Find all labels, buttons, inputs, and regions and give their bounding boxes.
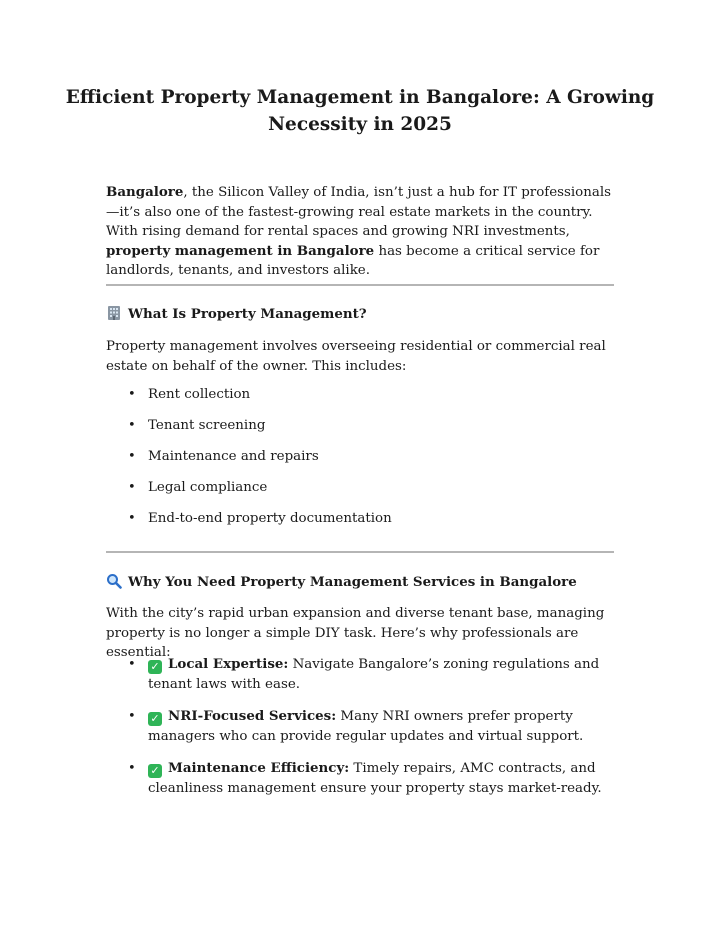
bullet: • bbox=[128, 761, 136, 776]
benefit-text: Many NRI owners prefer property managers who can provide regular updates and virtual support. bbox=[148, 709, 584, 744]
section-heading-text: Why You Need Property Management Services in Bangalore bbox=[128, 574, 577, 590]
section-heading-why-need bbox=[106, 573, 626, 591]
bullet: • bbox=[128, 449, 136, 464]
list-item bbox=[106, 655, 618, 694]
bullet: • bbox=[128, 709, 136, 724]
list-item-text: Tenant screening bbox=[148, 418, 266, 433]
check-mark-icon: ✓ bbox=[148, 764, 162, 778]
section-paragraph: Property management involves overseeing residential or commercial real estate on behalf of the owner. This includes: bbox=[106, 339, 606, 374]
divider bbox=[106, 551, 614, 553]
list-item bbox=[106, 707, 618, 746]
list-item-text: Rent collection bbox=[148, 387, 251, 402]
bullet: • bbox=[128, 387, 136, 402]
list-item bbox=[106, 448, 618, 479]
office-building-icon bbox=[106, 305, 122, 321]
services-list bbox=[106, 386, 618, 541]
list-item bbox=[106, 759, 618, 798]
list-item bbox=[106, 386, 618, 417]
benefit-label: Local Expertise: bbox=[168, 656, 289, 672]
benefit-label: Maintenance Efficiency: bbox=[168, 760, 350, 776]
check-mark-icon: ✓ bbox=[148, 712, 162, 726]
list-item-text: Legal compliance bbox=[148, 480, 268, 495]
list-item bbox=[106, 479, 618, 510]
bullet: • bbox=[128, 418, 136, 433]
magnifying-glass-icon bbox=[106, 573, 122, 589]
section-heading-text: What Is Property Management? bbox=[128, 306, 367, 322]
section-heading-what-is bbox=[106, 305, 626, 323]
section-paragraph: With the city’s rapid urban expansion and diverse tenant base, managing property is no longer a simple DIY task. Here’s why professionals are essential: bbox=[106, 606, 605, 660]
list-item bbox=[106, 417, 618, 448]
benefit-label: NRI-Focused Services: bbox=[168, 708, 337, 724]
benefit-text: Navigate Bangalore’s zoning regulations and tenant laws with ease. bbox=[148, 657, 600, 692]
divider bbox=[106, 284, 614, 286]
check-mark-icon: ✓ bbox=[148, 660, 162, 674]
intro-bold-keyword: property management in Bangalore bbox=[106, 242, 375, 259]
intro-bold-bangalore: Bangalore bbox=[106, 184, 184, 200]
list-item bbox=[106, 510, 618, 541]
intro-paragraph bbox=[106, 183, 618, 281]
bullet: • bbox=[128, 480, 136, 495]
page-title: Efficient Property Management in Bangalore: A Growing Necessity in 2025 bbox=[65, 87, 655, 135]
benefits-list bbox=[106, 655, 618, 811]
list-item-text: End-to-end property documentation bbox=[148, 511, 392, 526]
intro-text-1: , the Silicon Valley of India, isn’t just a hub for IT professionals—it’s also one of the fastest-growing real estate markets in the country. With rising demand for rental spaces and growing NRI investments, bbox=[106, 185, 612, 239]
list-item-text: Maintenance and repairs bbox=[148, 449, 319, 464]
intro-text-2: has become a critical service for landlords, tenants, and investors alike. bbox=[106, 243, 600, 278]
benefit-text: Timely repairs, AMC contracts, and cleanliness management ensure your property stays market-ready. bbox=[148, 761, 602, 796]
bullet: • bbox=[128, 657, 136, 672]
bullet: • bbox=[128, 511, 136, 526]
